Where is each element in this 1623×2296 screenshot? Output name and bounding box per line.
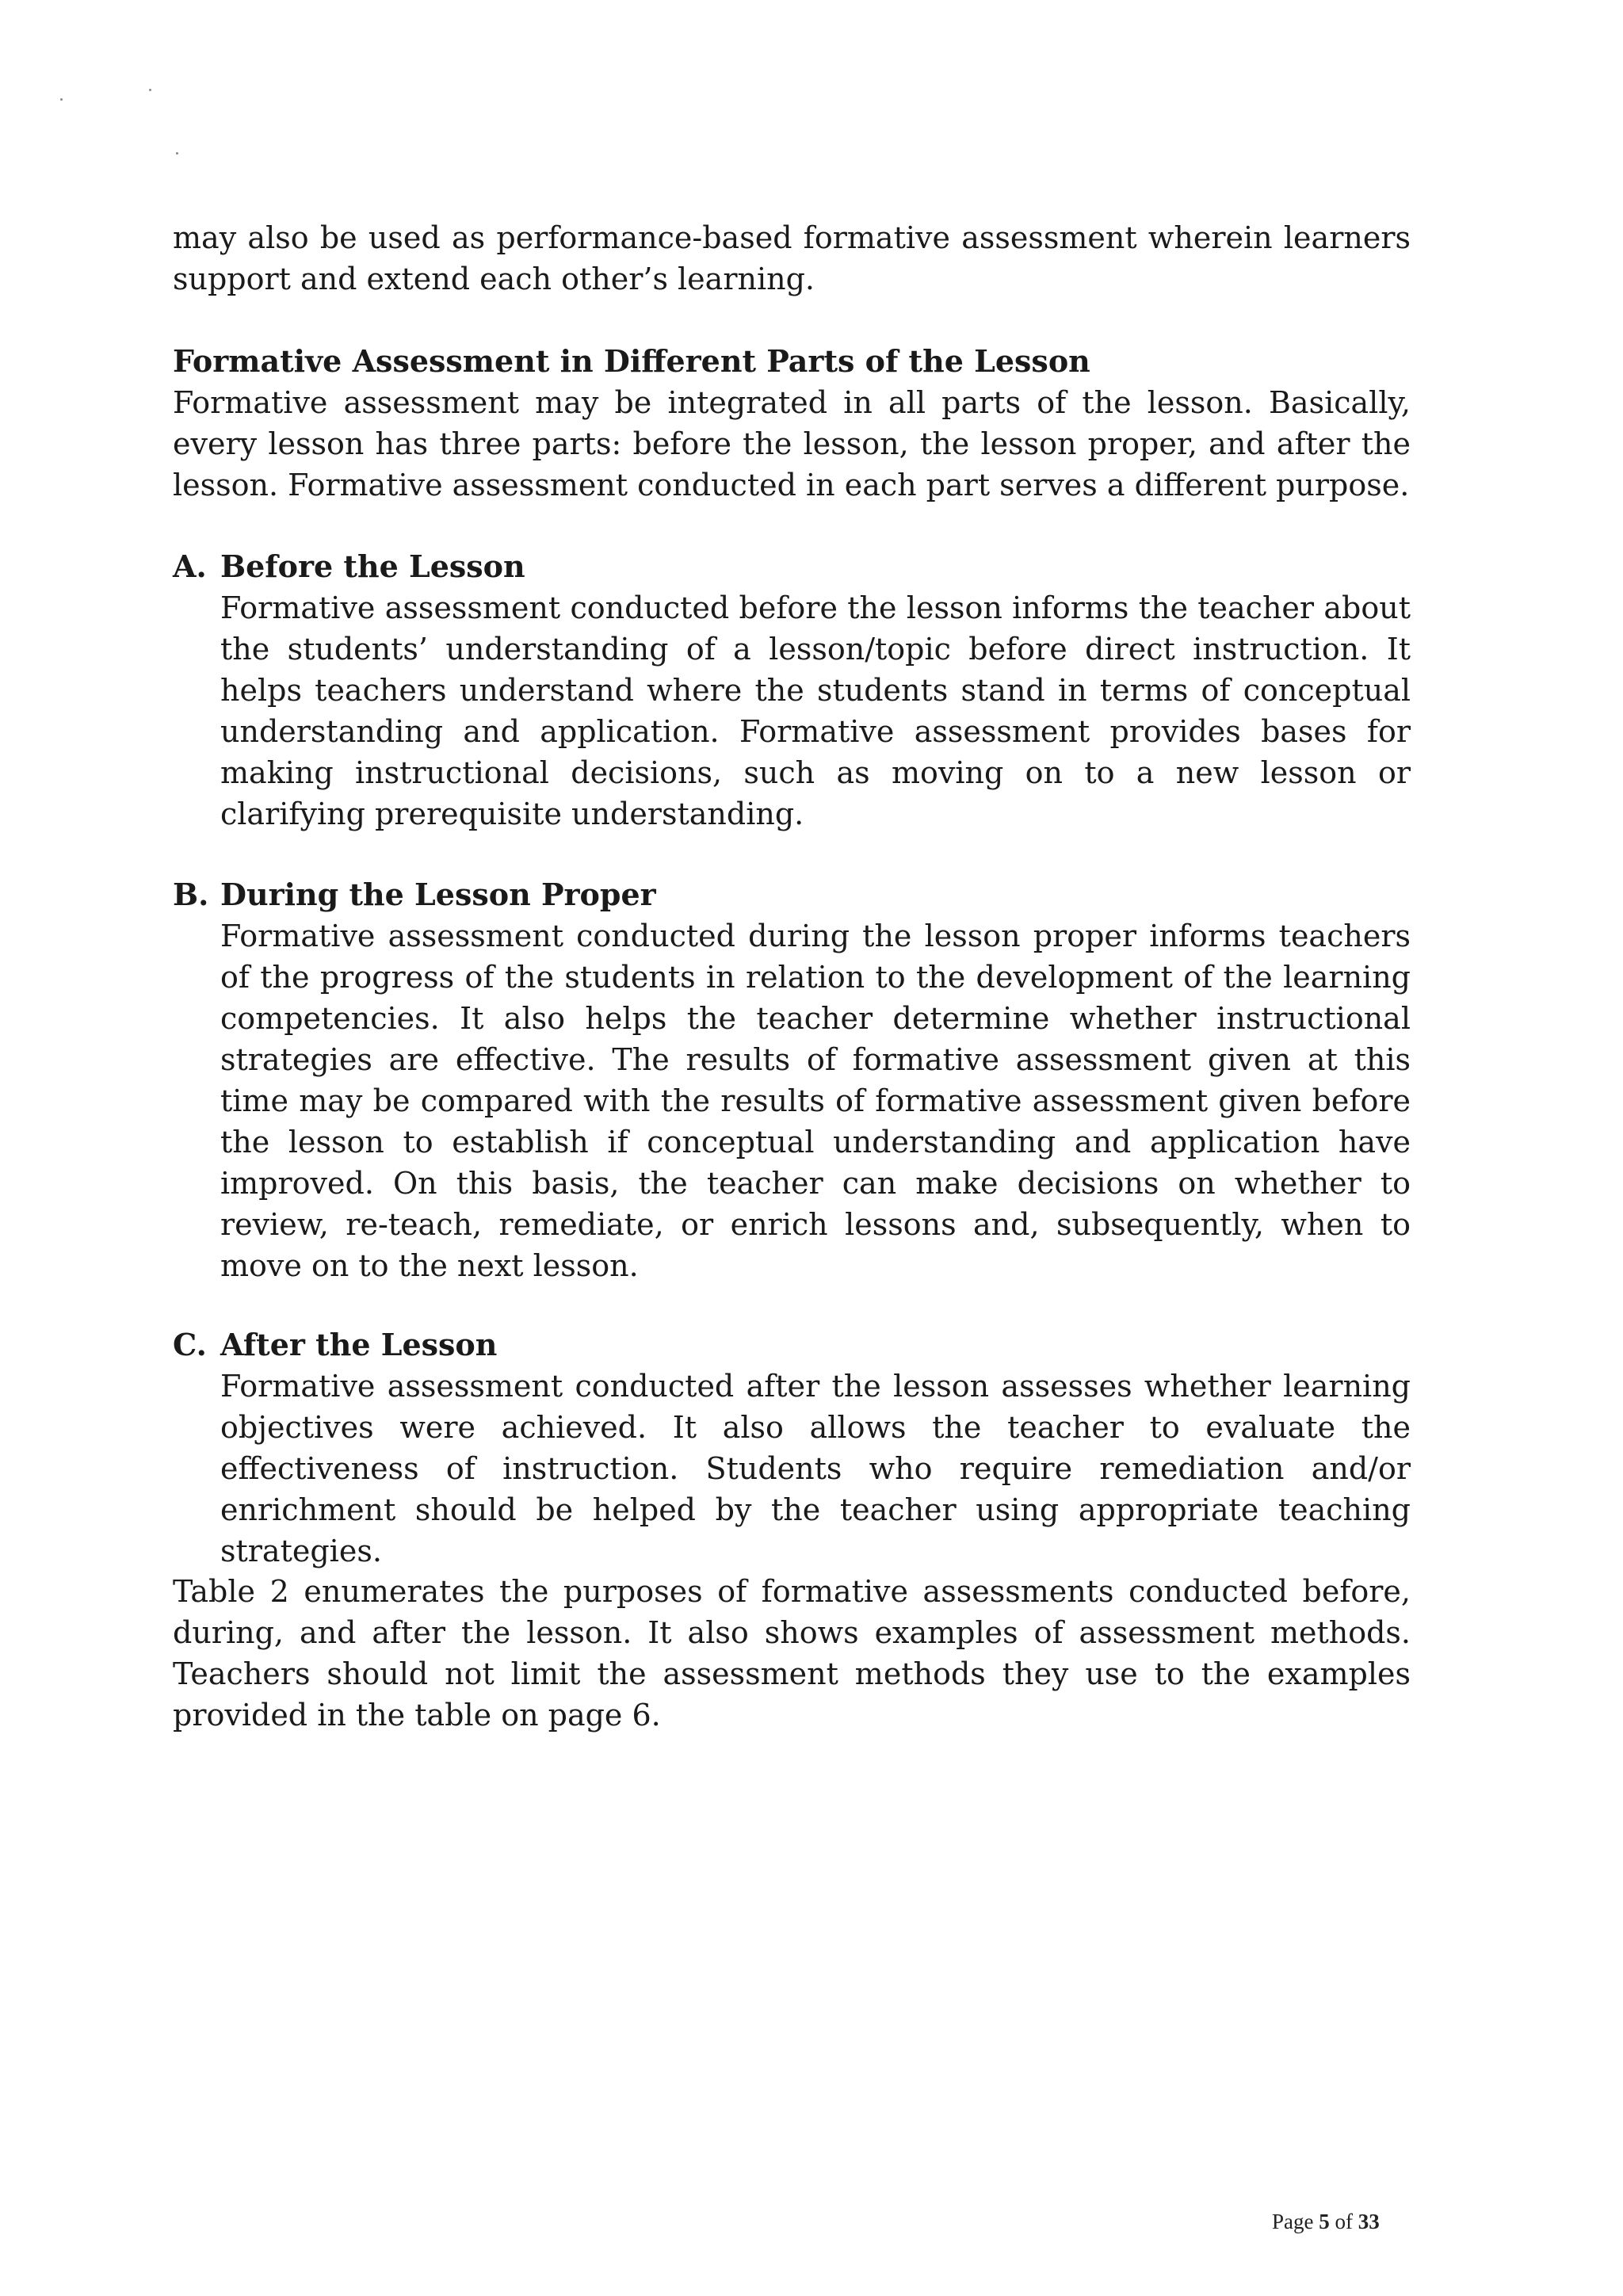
total-pages: 33 [1358,2210,1380,2233]
scan-speck [149,89,151,91]
intro-paragraph: may also be used as performance-based formative assessment wherein learners support and extend each other’s learning. [173,220,1411,296]
section-a-title: Before the Lesson [220,548,525,584]
section-c-title: After the Lesson [220,1327,498,1362]
closing-paragraph: Table 2 enumerates the purposes of formative assessments conducted before, during, and after the lesson. It also shows examples of assessment methods. Teachers should not limit the assessment methods they use to the examples provided in the table on page 6. [173,1574,1411,1733]
section-c-marker: C. [173,1327,207,1362]
of-label: of [1335,2210,1353,2233]
section-c-body: Formative assessment conducted after the lesson assesses whether learning objectives were achieved. It also allows the teacher to evaluate the effectiveness of instruction. Students who require remediation and/or enrichment should be helped by the teacher using appropriate teaching strategies. [220,1369,1411,1568]
section-a-marker: A. [173,548,207,584]
main-paragraph: Formative assessment may be integrated in all parts of the lesson. Basically, every lesson has three parts: before the lesson, the lesson proper, and after the lesson. Formative assessment conducted in each part serves a different purpose. [173,385,1411,502]
scan-speck [176,152,178,155]
section-a-body: Formative assessment conducted before the lesson informs the teacher about the students’ understanding of a lesson/topic before direct instruction. It helps teachers understand where the students stand in terms of conceptual understanding and application. Formative assessment provides bases for making instructional decisions, such as moving on to a new lesson or clarifying prerequisite understanding. [220,590,1411,831]
page-label: Page [1272,2210,1314,2233]
page-number: 5 [1319,2210,1330,2233]
section-heading: Formative Assessment in Different Parts of the Lesson [173,343,1090,379]
section-b-marker: B. [173,877,209,912]
page-footer [1272,2210,1380,2234]
section-b-title: During the Lesson Proper [220,877,656,912]
scan-speck [60,98,63,101]
section-b-body: Formative assessment conducted during the lesson proper informs teachers of the progress of the students in relation to the development of the learning competencies. It also helps the teacher determine whether instructional strategies are effective. The results of formative assessment given at this time may be compared with the results of formative assessment given before the lesson to establish if conceptual understanding and application have improved. On this basis, the teacher can make decisions on whether to review, re-teach, remediate, or enrich lessons and, subsequently, when to move on to the next lesson. [220,919,1411,1283]
